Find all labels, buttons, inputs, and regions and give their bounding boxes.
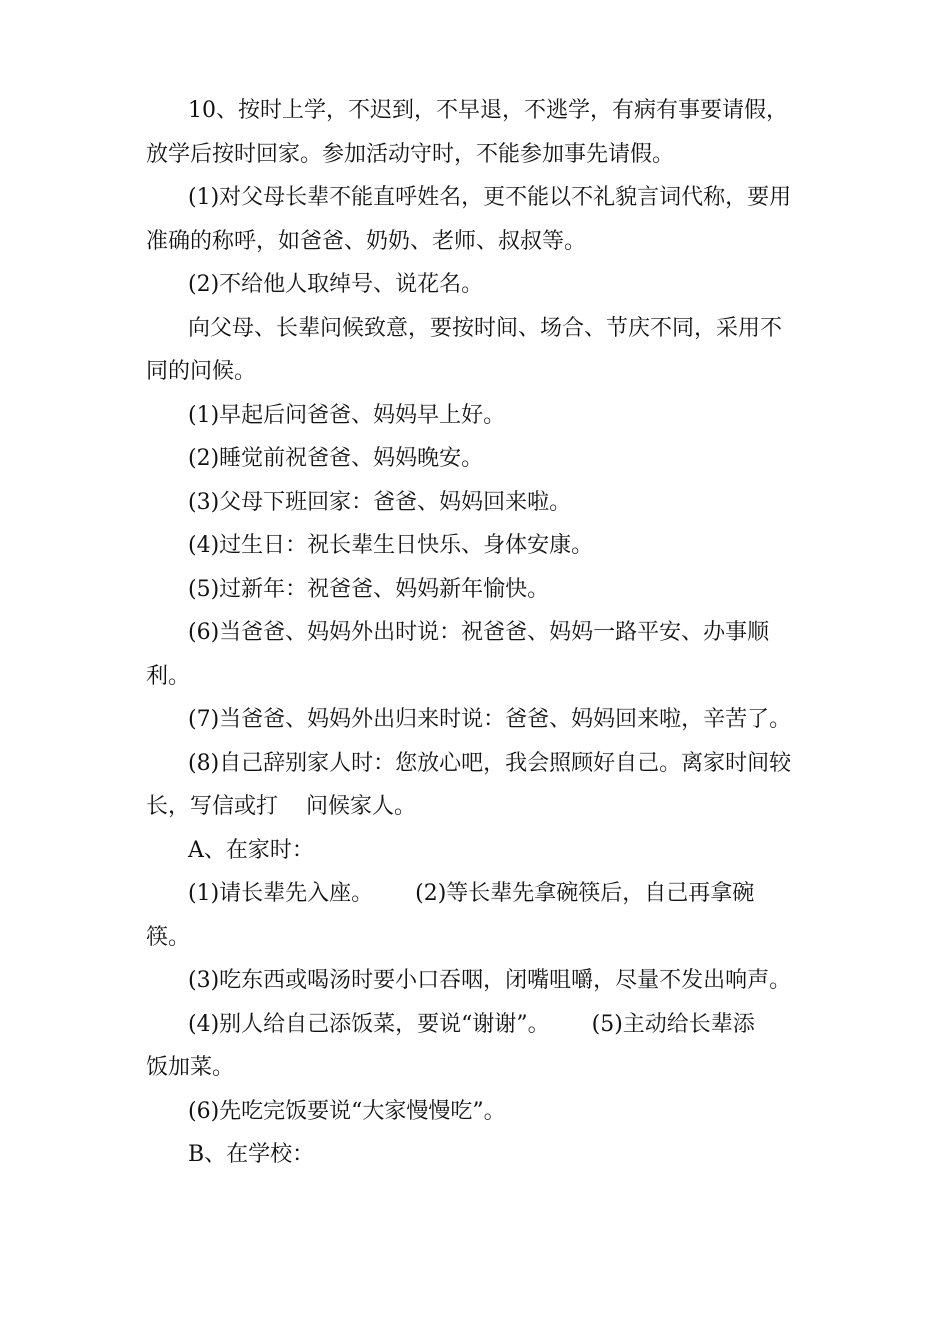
- section-heading: B、在学校：: [188, 1142, 315, 1167]
- text-line: 饭加菜。: [146, 1055, 235, 1080]
- text-line: (6)先吃完饭要说“大家慢慢吃”。: [188, 1099, 506, 1124]
- text-line: (6)当爸爸、妈妈外出时说：祝爸爸、妈妈一路平安、办事顺: [188, 620, 770, 645]
- text-line: 长，写信或打 问候家人。: [146, 794, 416, 819]
- text-line: 向父母、长辈问候致意，要按时间、场合、节庆不同，采用不: [188, 316, 783, 341]
- section-heading: A、在家时：: [188, 838, 314, 863]
- text-line: 同的问候。: [146, 359, 257, 384]
- text-line: (3)父母下班回家：爸爸、妈妈回来啦。: [188, 490, 572, 515]
- text-line: (4)过生日：祝长辈生日快乐、身体安康。: [188, 533, 594, 558]
- text-line: (1)早起后问爸爸、妈妈早上好。: [188, 403, 506, 428]
- text-line: 筷。: [146, 925, 191, 950]
- text-line: (2)不给他人取绰号、说花名。: [188, 272, 484, 297]
- text-line: 放学后按时回家。参加活动守时，不能参加事先请假。: [146, 142, 675, 167]
- text-line: 利。: [146, 664, 191, 689]
- text-line: (7)当爸爸、妈妈外出归来时说：爸爸、妈妈回来啦，辛苦了。: [188, 707, 792, 732]
- text-line: (2)睡觉前祝爸爸、妈妈晚安。: [188, 446, 484, 471]
- text-line: (1)请长辈先入座。 (2)等长辈先拿碗筷后，自己再拿碗: [188, 881, 755, 906]
- text-line: 10、按时上学，不迟到，不早退，不逃学，有病有事要请假，: [188, 98, 788, 123]
- text-line: (4)别人给自己添饭菜，要说“谢谢”。 (5)主动给长辈添: [188, 1012, 755, 1037]
- text-line: 准确的称呼，如爸爸、奶奶、老师、叔叔等。: [146, 229, 587, 254]
- text-line: (8)自己辞别家人时：您放心吧，我会照顾好自己。离家时间较: [188, 751, 792, 776]
- text-line: (5)过新年：祝爸爸、妈妈新年愉快。: [188, 577, 550, 602]
- text-line: (3)吃东西或喝汤时要小口吞咽，闭嘴咀嚼，尽量不发出响声。: [188, 968, 792, 993]
- text-line: (1)对父母长辈不能直呼姓名，更不能以不礼貌言词代称，要用: [188, 185, 792, 210]
